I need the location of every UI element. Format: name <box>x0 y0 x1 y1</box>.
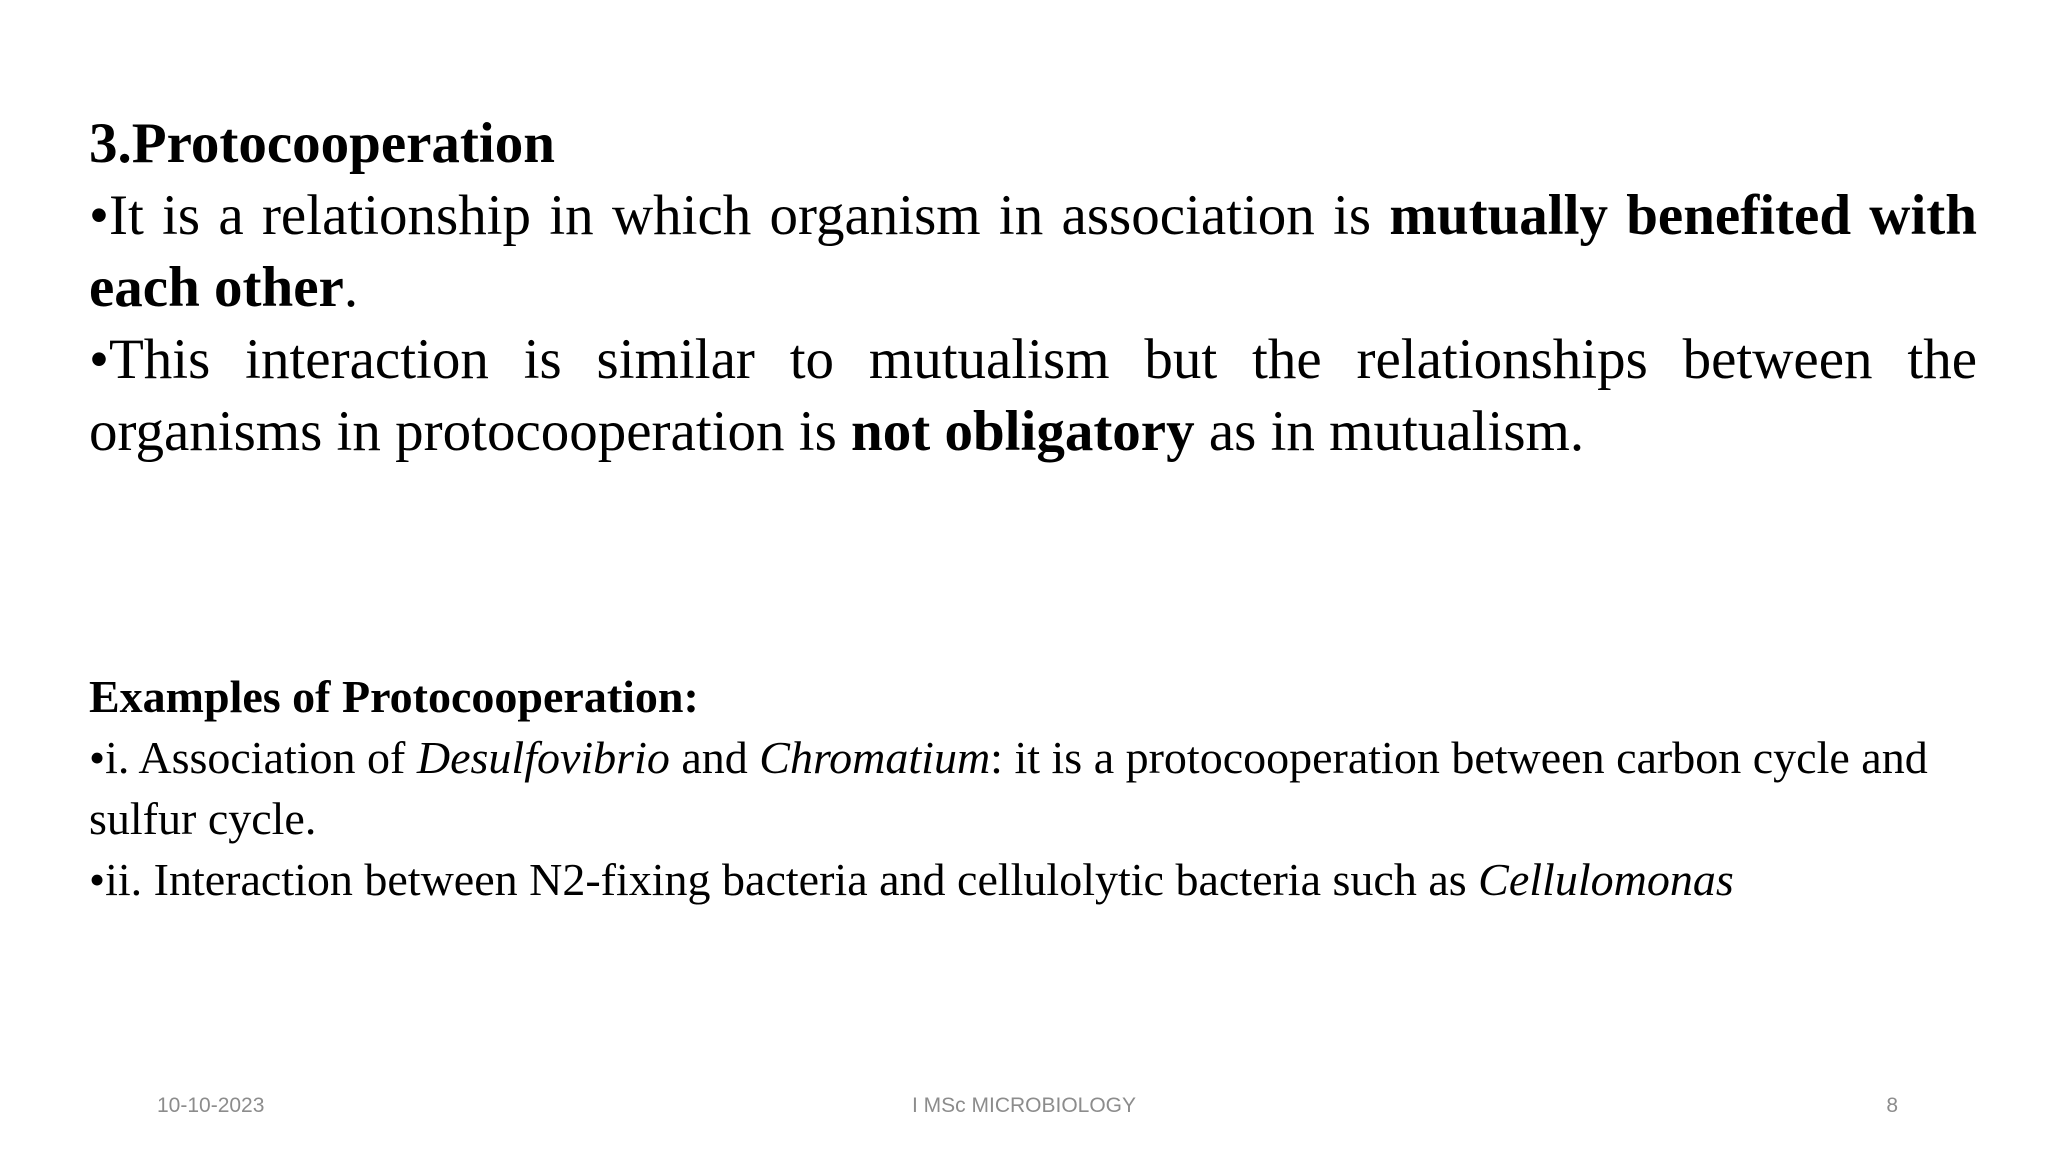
organism-cellulomonas: Cellulomonas <box>1478 854 1734 905</box>
comparison-emphasis: not obligatory <box>851 400 1195 463</box>
organism-chromatium: Chromatium <box>759 732 991 783</box>
comparison-end: as in mutualism. <box>1194 400 1585 463</box>
example-1-rest: : it is a protocooperation between carbon cycle and sulfur cycle. <box>89 732 1928 844</box>
comparison-text: This interaction is similar to mutualism but the relationships between the organisms in protocooperation is <box>89 328 1977 463</box>
bullet: • <box>89 328 109 391</box>
slide-title: 3.Protocooperation <box>89 112 555 175</box>
examples-heading: Examples of Protocooperation: <box>89 671 699 722</box>
example-1-mid: and <box>669 732 760 783</box>
footer-date: 10-10-2023 <box>157 1094 265 1117</box>
footer-course: I MSc MICROBIOLOGY <box>911 1094 1137 1117</box>
definition-point <box>89 180 1977 324</box>
definition-end: . <box>343 256 359 319</box>
example-2-prefix: •ii. Interaction between N2-fixing bacteria and cellulolytic bacteria such as <box>89 854 1479 905</box>
examples-block <box>89 666 1977 910</box>
bullet: • <box>89 184 109 247</box>
example-1-prefix: •i. Association of <box>89 732 417 783</box>
example-item-1 <box>89 727 1977 849</box>
definition-text: It is a relationship in which organism in association is <box>108 184 1390 247</box>
footer-page-number: 8 <box>1886 1094 1898 1117</box>
comparison-point <box>89 324 1977 468</box>
definition-emphasis: mutually benefited with each other <box>89 184 1977 319</box>
definition-block <box>89 108 1977 468</box>
example-item-2 <box>89 849 1977 910</box>
organism-desulfovibrio: Desulfovibrio <box>416 732 670 783</box>
